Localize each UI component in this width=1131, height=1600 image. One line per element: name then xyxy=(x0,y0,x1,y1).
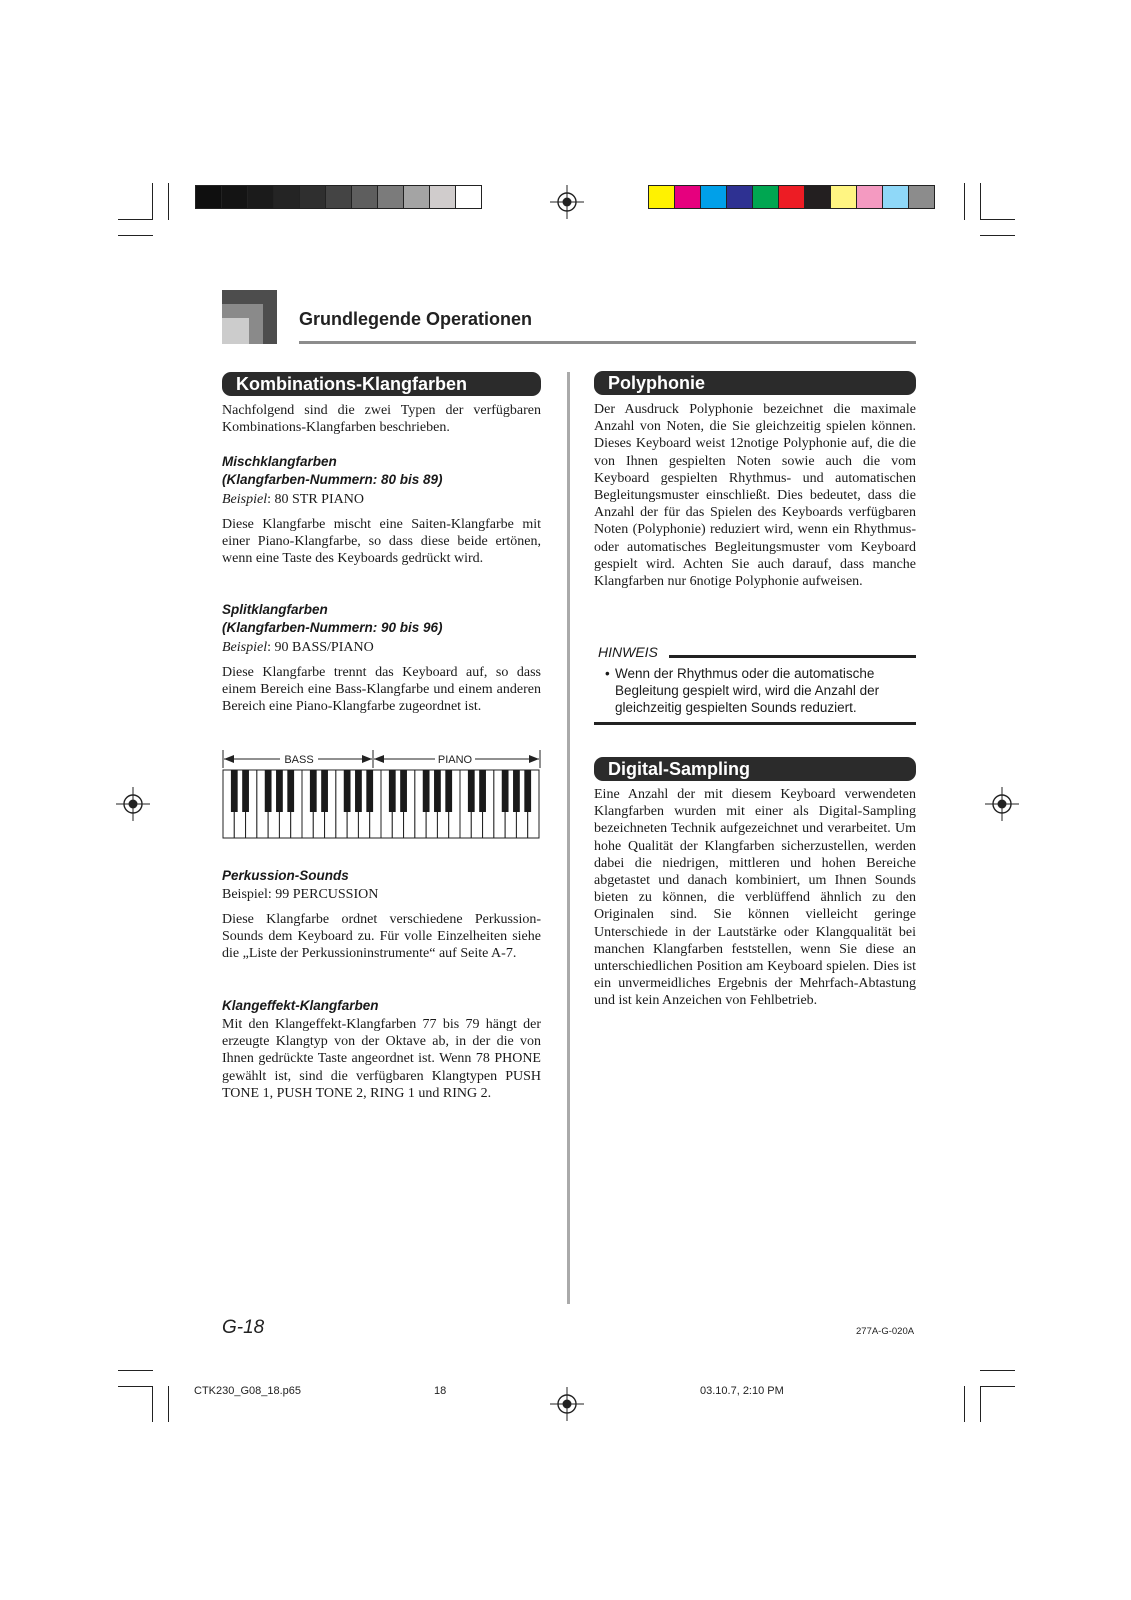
black-key xyxy=(423,770,430,812)
misch-example: Beispiel: 80 STR PIANO xyxy=(222,492,364,507)
gray-swatch xyxy=(325,185,352,209)
perk-example: Beispiel: 99 PERCUSSION xyxy=(222,887,379,902)
color-swatch xyxy=(830,185,857,209)
color-swatch xyxy=(908,185,935,209)
gray-swatch xyxy=(195,185,222,209)
digital-sampling-text: Eine Anzahl der mit diesem Keyboard verwendeten Klangfarben wurden mit einer als Digital-Sampling bezeichneten Technik aufgezeichnet und verarbeitet. Um hohe Qualität der Klangfarben sicherzustellen, werden dabei die niedrigen, mittleren und hohen Bereiche abgetastet und danach kombiniert, um Ihnen Sounds bieten zu können, die verblüffend ähnlich zu den Originalen sind. Sie können vielleicht geringe Unterschiede in der Lautstärke oder Klangqualität bei manchen Klangfarben feststellen, wenn Sie diese an unterschiedlichen Position am Keyboard spielen. Dies ist ein unvermeidliches Ergebnis der Mehrfach-Abtastung und ist kein Anzeichen von Fehlbetrieb. xyxy=(594,787,916,1009)
black-key xyxy=(524,770,531,812)
registration-mark-right xyxy=(985,787,1019,821)
hinweis-label: HINWEIS xyxy=(598,644,658,660)
misch-text: Diese Klangfarbe mischt eine Saiten-Klangfarbe mit einer Piano-Klangfarbe, so dass diese beide ertönen, wenn eine Taste des Keyboards gedrückt wird. xyxy=(222,517,541,567)
effekt-text: Mit den Klangeffekt-Klangfarben 77 bis 79 hängt der erzeugte Klangtyp von der Oktave ab, in der die von Ihnen gedrückte Taste angeordnet ist. Wenn 78 PHONE gewählt ist, sind die verfügbaren Klangtypen PUSH TONE 1, PUSH TONE 2, RING 1 und RING 2. xyxy=(222,1017,541,1101)
color-swatch xyxy=(700,185,727,209)
gray-swatch xyxy=(429,185,456,209)
split-title: Splitklangfarben xyxy=(222,602,328,617)
keyboard-keys xyxy=(223,770,539,838)
gray-swatch xyxy=(455,185,482,209)
color-swatch xyxy=(648,185,675,209)
black-key xyxy=(479,770,486,812)
misch-title: Mischklangfarben xyxy=(222,454,337,469)
color-swatch xyxy=(752,185,779,209)
black-key xyxy=(502,770,509,812)
bass-arrow-left xyxy=(224,755,234,763)
bass-label: BASS xyxy=(284,754,314,766)
perk-text: Diese Klangfarbe ordnet verschiedene Perkussion-Sounds dem Keyboard zu. Für volle Einzelheiten siehe die „Liste der Perkussioninstrumente“ auf Seite A-7. xyxy=(222,912,541,962)
color-swatch xyxy=(804,185,831,209)
registration-mark-bottom xyxy=(550,1387,584,1421)
black-key xyxy=(242,770,249,812)
gray-swatch xyxy=(299,185,326,209)
keyboard-diagram xyxy=(222,750,542,840)
hinweis-bottom-rule xyxy=(594,722,916,725)
perk-title: Perkussion-Sounds xyxy=(222,868,349,883)
misch-range: (Klangfarben-Nummern: 80 bis 89) xyxy=(222,471,443,487)
black-key xyxy=(287,770,294,812)
page-number: G-18 xyxy=(222,1317,265,1338)
heading-digital-sampling: Digital-Sampling xyxy=(594,757,916,781)
black-key xyxy=(445,770,452,812)
black-key xyxy=(468,770,475,812)
color-swatch xyxy=(726,185,753,209)
black-key xyxy=(321,770,328,812)
color-swatch xyxy=(882,185,909,209)
gray-swatch xyxy=(351,185,378,209)
file-page-num: 18 xyxy=(434,1385,447,1397)
split-range: (Klangfarben-Nummern: 90 bis 96) xyxy=(222,619,443,635)
gray-swatch xyxy=(273,185,300,209)
file-name: CTK230_G08_18.p65 xyxy=(194,1385,302,1397)
black-key xyxy=(513,770,520,812)
file-date: 03.10.7, 2:10 PM xyxy=(700,1385,784,1397)
heading-polyphonie: Polyphonie xyxy=(594,371,916,395)
hinweis-note xyxy=(605,665,910,717)
black-key xyxy=(310,770,317,812)
heading-kombinations-klangfarben: Kombinations-Klangfarben xyxy=(222,372,541,396)
gray-swatch xyxy=(247,185,274,209)
bass-arrow-right xyxy=(362,755,372,763)
gray-swatch xyxy=(403,185,430,209)
hinweis-rule xyxy=(669,655,916,658)
black-key xyxy=(434,770,441,812)
split-heading xyxy=(222,601,541,636)
piano-arrow-right xyxy=(529,755,539,763)
gray-swatch xyxy=(221,185,248,209)
registration-mark-top xyxy=(550,185,584,219)
split-example: Beispiel: 90 BASS/PIANO xyxy=(222,640,374,655)
hinweis-bullet: • xyxy=(605,666,610,681)
black-key xyxy=(265,770,272,812)
gray-swatch xyxy=(377,185,404,209)
black-key xyxy=(389,770,396,812)
misch-heading xyxy=(222,453,541,488)
column-divider xyxy=(567,372,570,1304)
registration-mark-left xyxy=(116,787,150,821)
effekt-title: Klangeffekt-Klangfarben xyxy=(222,998,379,1013)
black-key xyxy=(344,770,351,812)
piano-arrow-left xyxy=(374,755,384,763)
black-key xyxy=(400,770,407,812)
hinweis-note-text: Wenn der Rhythmus oder die automatische Begleitung gespielt wird, wird die Anzahl der gleichzeitig gespielten Sounds reduziert. xyxy=(615,666,880,716)
piano-label: PIANO xyxy=(437,754,473,766)
color-swatch xyxy=(778,185,805,209)
black-key xyxy=(231,770,238,812)
color-swatch xyxy=(674,185,701,209)
color-swatch xyxy=(856,185,883,209)
split-text: Diese Klangfarbe trennt das Keyboard auf, so dass einem Bereich eine Bass-Klangfarbe und einem anderen Bereich eine Piano-Klangfarbe zugeordnet ist. xyxy=(222,665,541,715)
section-rule xyxy=(299,341,916,344)
black-key xyxy=(276,770,283,812)
intro-text: Nachfolgend sind die zwei Typen der verfügbaren Kombinations-Klangfarben beschrieben. xyxy=(222,403,541,436)
polyphonie-text: Der Ausdruck Polyphonie bezeichnet die maximale Anzahl von Noten, die Sie gleichzeitig spielen können. Dieses Keyboard weist 12notige Polyphonie auf, die die von Ihnen gespielten Noten sowie auch die vom Keyboard gespielten Rhythmus- und automatischen Begleitungsmuster einschließt. Dies bedeutet, dass die Anzahl der für das Spielen des Keyboards verfügbaren Noten (Polyphonie) reduziert wird, wenn ein Rhythmus- oder automatisches Begleitungsmuster vom Keyboard gespielt wird. Achten Sie auch darauf, dass manche Klangfarben nur 6notige Polyphonie aufweisen. xyxy=(594,402,916,590)
black-key xyxy=(355,770,362,812)
doc-code: 277A-G-020A xyxy=(856,1326,915,1337)
black-key xyxy=(366,770,373,812)
section-title: Grundlegende Operationen xyxy=(299,309,533,329)
